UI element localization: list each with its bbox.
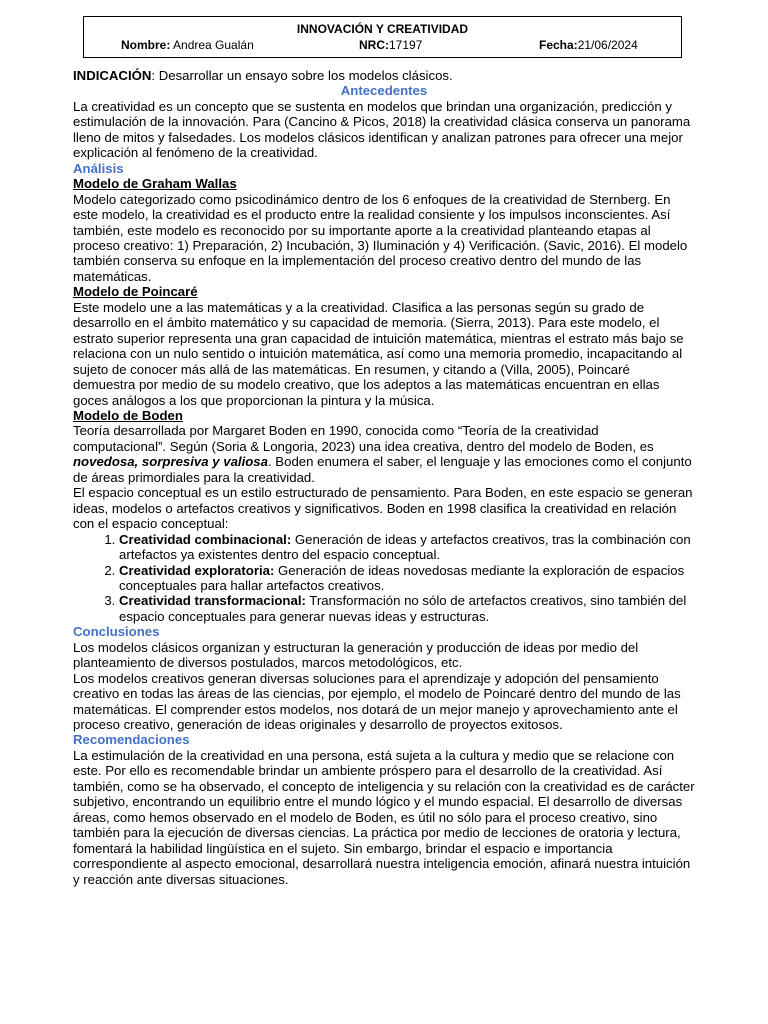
recomendaciones-text: La estimulación de la creatividad en una persona, está sujeta a la cultura y medio que se relacione con este. Por ello es recomendable brindar un ambiente próspero para el desarrollo de la creatividad. Así también, como se ha observado, el concepto de inteligencia y su relación con la creatividad es de carácter subjetivo, encontrando un equilibrio entre el mundo lógico y el mundo espacial. El desarrollo de diversas áreas, como hemos observado en el modelo de Boden, es útil no sólo para el proceso creativo, sino también para la ejecución de diversas ciencias. La práctica por medio de lecciones de oratoria y lectura, fomentará la habilidad lingüística en el sujeto. Sin embargo, brindar el espacio e importancia correspondiente al aspecto emocional, desarrollará nuestra inteligencia emoción, afinará nuestra intuición y reacción ante diversas situaciones. <box>73 747 695 887</box>
date-label: Fecha: <box>539 38 578 52</box>
boden-p1-emphasis: novedosa, sorpresiva y valiosa <box>73 454 268 470</box>
list-item-term: Creatividad combinacional: <box>119 531 292 547</box>
conclusiones-paragraph-2: Los modelos creativos generan diversas soluciones para el aprendizaje y adopción del pensamiento creativo en todas las áreas de las ciencias, por ejemplo, el modelo de Poincaré dentro del mundo de las matemáticas. El comprender estos modelos, nos dotará de un mejor manejo y aprovechamiento ante el proceso creativo, generación de ideas originales y desarrollo de proyectos exitosos. <box>73 670 681 733</box>
instruction-label: INDICACIÓN <box>73 68 152 83</box>
date-field <box>539 38 638 52</box>
antecedentes-text: La creatividad es un concepto que se sustenta en modelos que brindan una organización, predicción y estimulación de la innovación. Para (Cancino & Picos, 2018) la creatividad clásica conserva un panorama lleno de mitos y falsedades. Los modelos clásicos identifican y analizan patrones para ofrecer una mejor explicación al fenómeno de la creatividad. <box>73 98 691 161</box>
section-heading-antecedentes: Antecedentes <box>340 83 428 99</box>
poincare-text: Este modelo une a las matemáticas y a la creatividad. Clasifica a las personas según su grado de desarrollo en el ámbito matemático y su capacidad de memoria. (Sierra, 2013). Para este modelo, el estrato superior representa una gran capacidad de intuición matemática, mientras el estrato más bajo se relaciona con un nulo sentido o intuición matemática, así como una memoria promedio, incapacitando al sujeto de conocer más allá de las matemáticas. En resumen, y citando a (Villa, 2005), Poincaré demuestra por medio de su modelo creativo, que los adeptos a las matemáticas encuentran en ellas goces análogos a los que proporcionan la pintura y la música. <box>73 299 684 408</box>
instruction <box>73 68 695 83</box>
subheading-wallas: Modelo de Graham Wallas <box>73 176 237 192</box>
nrc-field <box>359 38 422 52</box>
author-value: Andrea Gualán <box>173 38 254 52</box>
document-header <box>83 16 682 58</box>
section-heading-recomendaciones: Recomendaciones <box>73 732 190 748</box>
subheading-boden: Modelo de Boden <box>73 407 183 423</box>
list-item <box>119 563 695 594</box>
nrc-label: NRC: <box>359 38 389 52</box>
list-item <box>119 532 695 563</box>
list-item-term: Creatividad transformacional: <box>119 593 306 609</box>
list-item <box>119 593 695 624</box>
list-item-term: Creatividad exploratoria: <box>119 562 275 578</box>
instruction-text: : Desarrollar un ensayo sobre los modelos clásicos. <box>151 68 453 83</box>
conclusiones-paragraph-1: Los modelos clásicos organizan y estructuran la generación y producción de ideas por medio del planteamiento de diversos postulados, marcos metodológicos, etc. <box>73 639 639 671</box>
creativity-types-list <box>73 532 695 625</box>
boden-p1-start: Teoría desarrollada por Margaret Boden en 1990, conocida como “Teoría de la creatividad computacional”. Según (Soria & Longoria, 2023) una idea creativa, dentro del modelo de Boden, es <box>73 423 654 454</box>
wallas-text: Modelo categorizado como psicodinámico dentro de los 6 enfoques de la creatividad de Sternberg. En este modelo, la creatividad es el producto entre la realidad consiente y los impulsos inconscientes. Así también, este modelo es reconocido por su importante aporte a la creatividad planteando etapas al proceso creativo: 1) Preparación, 2) Incubación, 3) Iluminación y 4) Verificación. (Savic, 2016). El modelo también conserva su enfoque en la implementación del proceso creativo dentro del mundo de las matemáticas. <box>73 191 688 284</box>
date-value: 21/06/2024 <box>577 38 638 52</box>
section-heading-conclusiones: Conclusiones <box>73 624 160 640</box>
document-title: INNOVACIÓN Y CREATIVIDAD <box>296 22 469 36</box>
author-field <box>121 38 254 52</box>
list-item-desc: Generación de ideas y artefactos creativos, tras la combinación con artefactos ya existentes dentro del espacio conceptual. <box>119 531 691 563</box>
list-item-desc: Generación de ideas novedosas mediante la exploración de espacios conceptuales para hallar artefactos creativos. <box>119 562 685 593</box>
section-heading-analisis: Análisis <box>73 160 124 176</box>
boden-paragraph-2: El espacio conceptual es un estilo estructurado de pensamiento. Para Boden, en este espacio se generan ideas, modelos o artefactos creativos y significativos. Boden en 1998 clasifica la creatividad en relación con el espacio conceptual: <box>73 485 693 532</box>
nrc-value: 17197 <box>389 38 423 52</box>
author-label: Nombre: <box>121 38 171 52</box>
boden-paragraph-1 <box>73 423 695 485</box>
list-item-desc: Transformación no sólo de artefactos creativos, sino también del espacio conceptuales para generar nuevas ideas y estructuras. <box>119 593 687 624</box>
boden-p1-end: . Boden enumera el saber, el lenguaje y las emociones como el conjunto de áreas primordiales para la creatividad. <box>73 454 692 485</box>
document-body <box>73 68 695 887</box>
subheading-poincare: Modelo de Poincaré <box>73 284 198 300</box>
